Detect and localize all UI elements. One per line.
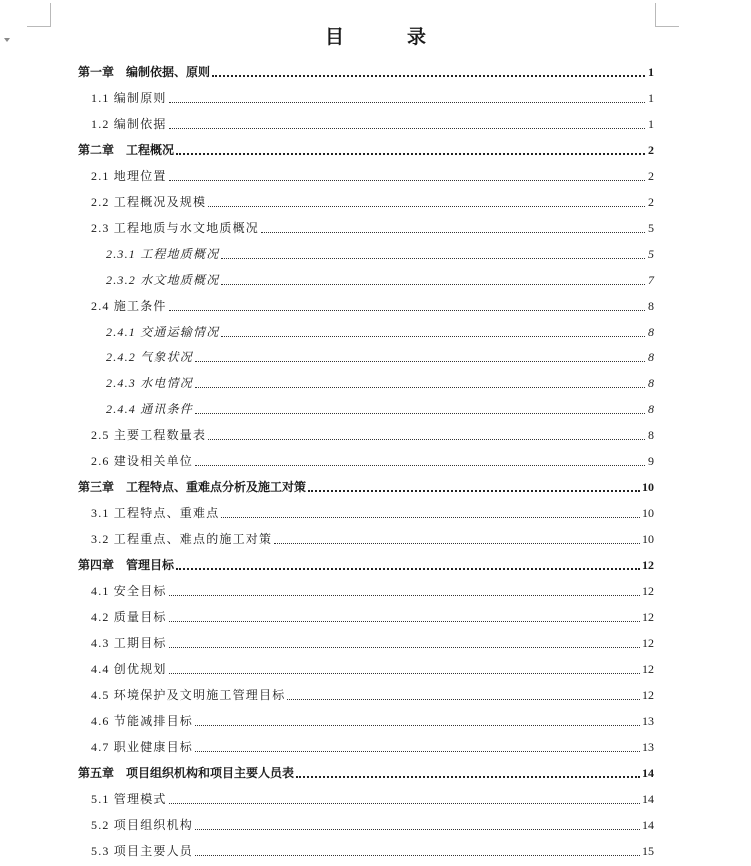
toc-leader [208, 206, 645, 207]
toc-entry-text: 2.2 工程概况及规模 [91, 195, 207, 209]
toc-page-number: 12 [642, 662, 654, 676]
toc-entry-text: 2.1 地理位置 [91, 169, 167, 183]
toc-page-number: 15 [642, 844, 654, 858]
toc-leader [195, 465, 645, 466]
toc-entry-text: 2.4 施工条件 [91, 299, 167, 313]
toc-leader [261, 232, 645, 233]
toc-entry-text: 3.1 工程特点、重难点 [91, 506, 220, 520]
toc-entry[interactable] [106, 400, 654, 416]
toc-entry[interactable] [91, 634, 654, 650]
toc-page-number: 10 [642, 480, 654, 494]
toc-leader [195, 855, 640, 856]
toc-entry[interactable] [91, 115, 654, 131]
toc-page-number: 5 [648, 221, 654, 235]
toc-entry[interactable] [91, 89, 654, 105]
toc-page-number: 12 [642, 688, 654, 702]
toc-page-number: 7 [648, 273, 654, 287]
toc-page-number: 13 [642, 740, 654, 754]
toc-entry-text: 5.1 管理模式 [91, 792, 167, 806]
toc-entry[interactable] [91, 297, 654, 313]
toc-entry[interactable] [106, 271, 654, 287]
toc-page-number: 5 [648, 247, 654, 261]
toc-page-number: 10 [642, 532, 654, 546]
toc-entry[interactable] [91, 660, 654, 676]
toc-entry[interactable] [91, 426, 654, 442]
crop-mark-top-right [655, 3, 679, 27]
toc-entry[interactable] [91, 530, 654, 546]
toc-entry[interactable] [106, 348, 654, 364]
toc-title: 目 录 [324, 27, 448, 48]
toc-entry[interactable] [78, 141, 654, 157]
toc-entry[interactable] [91, 193, 654, 209]
toc-leader [169, 180, 645, 181]
toc-page-number: 1 [648, 91, 654, 105]
toc-entry-text: 第三章 工程特点、重难点分析及施工对策 [78, 480, 307, 494]
toc-page-number: 12 [642, 558, 654, 572]
toc-entry[interactable] [91, 582, 654, 598]
toc-page-number: 14 [642, 766, 654, 780]
toc-leader [176, 153, 645, 155]
toc-entry[interactable] [91, 686, 654, 702]
toc-leader [195, 751, 640, 752]
toc-leader [169, 102, 645, 103]
toc-page-number: 14 [642, 818, 654, 832]
toc-leader [195, 387, 645, 388]
toc-entry-text: 第一章 编制依据、原则 [78, 65, 211, 79]
toc-entry-text: 4.3 工期目标 [91, 636, 167, 650]
toc-leader [169, 128, 645, 129]
toc-page-number: 1 [648, 117, 654, 131]
toc-leader [208, 439, 645, 440]
toc-page-number: 14 [642, 792, 654, 806]
toc-entry-text: 2.4.4 通讯条件 [106, 402, 194, 416]
toc-leader [176, 568, 640, 570]
toc-page-number: 12 [642, 584, 654, 598]
toc-page-number: 8 [648, 428, 654, 442]
toc-leader [221, 336, 645, 337]
toc-entry[interactable] [106, 374, 654, 390]
toc-page-number: 2 [648, 195, 654, 209]
toc-leader [195, 725, 640, 726]
toc-entry-text: 1.1 编制原则 [91, 91, 167, 105]
crop-mark-top-left [27, 3, 51, 27]
toc-entry[interactable] [91, 219, 654, 235]
toc-entry-text: 2.5 主要工程数量表 [91, 428, 207, 442]
toc-entry-text: 2.4.2 气象状况 [106, 350, 194, 364]
toc-leader [287, 699, 640, 700]
toc-page-number: 8 [648, 376, 654, 390]
toc-entry-text: 第四章 管理目标 [78, 558, 175, 572]
toc-entry[interactable] [78, 478, 654, 494]
toc-page-number: 12 [642, 636, 654, 650]
toc-entry-text: 5.2 项目组织机构 [91, 818, 194, 832]
toc-leader [221, 517, 640, 518]
toc-entry-text: 2.4.1 交通运输情况 [106, 325, 220, 339]
toc-entry-text: 2.4.3 水电情况 [106, 376, 194, 390]
toc-entry-text: 4.4 创优规划 [91, 662, 167, 676]
toc-entry[interactable] [78, 556, 654, 572]
toc-page-number: 9 [648, 454, 654, 468]
toc-leader [169, 673, 640, 674]
toc-leader [274, 543, 640, 544]
toc-entry[interactable] [91, 842, 654, 858]
toc-entry-text: 5.3 项目主要人员 [91, 844, 194, 858]
toc-page-number: 8 [648, 299, 654, 313]
toc-entry[interactable] [91, 167, 654, 183]
toc-entry-text: 第五章 项目组织机构和项目主要人员表 [78, 766, 295, 780]
toc-entry-text: 1.2 编制依据 [91, 117, 167, 131]
toc-entry[interactable] [91, 608, 654, 624]
toc-leader [221, 284, 645, 285]
toc-entry-text: 4.6 节能减排目标 [91, 714, 194, 728]
toc-page-number: 8 [648, 325, 654, 339]
toc-entry[interactable] [91, 452, 654, 468]
toc-entry[interactable] [91, 738, 654, 754]
toc-entry-text: 2.3.2 水文地质概况 [106, 273, 220, 287]
toc-page-number: 8 [648, 402, 654, 416]
toc-leader [195, 413, 645, 414]
toc-leader [169, 595, 640, 596]
toc-entry[interactable] [106, 323, 654, 339]
toc-leader [169, 647, 640, 648]
toc-leader [221, 258, 645, 259]
toc-page-number: 2 [648, 143, 654, 157]
toc-entry-text: 第二章 工程概况 [78, 143, 175, 157]
toc-leader [296, 776, 640, 778]
toc-leader [195, 361, 645, 362]
toc-leader [169, 310, 645, 311]
toc-entry-text: 2.3 工程地质与水文地质概况 [91, 221, 260, 235]
toc-page-number: 8 [648, 350, 654, 364]
toc-page-number: 12 [642, 610, 654, 624]
toc-entry[interactable] [91, 504, 654, 520]
toc-leader [308, 490, 640, 492]
toc-entry[interactable] [91, 790, 654, 806]
toc-entry-text: 4.1 安全目标 [91, 584, 167, 598]
toc-entry-text: 3.2 工程重点、难点的施工对策 [91, 532, 273, 546]
toc-entry-text: 4.7 职业健康目标 [91, 740, 194, 754]
toc-leader [169, 803, 640, 804]
toc-entry-text: 2.3.1 工程地质概况 [106, 247, 220, 261]
toc-entry-text: 4.5 环境保护及文明施工管理目标 [91, 688, 286, 702]
toc-entry[interactable] [78, 63, 654, 79]
toc-entry[interactable] [91, 712, 654, 728]
toc-entry[interactable] [78, 764, 654, 780]
toc-page-number: 1 [648, 65, 654, 79]
toc-entry-text: 4.2 质量目标 [91, 610, 167, 624]
toc-entry-text: 2.6 建设相关单位 [91, 454, 194, 468]
toc-page-number: 13 [642, 714, 654, 728]
toc-leader [195, 829, 640, 830]
toc-entry[interactable] [91, 816, 654, 832]
toc-page-number: 10 [642, 506, 654, 520]
toc-leader [212, 75, 645, 77]
toc-page-number: 2 [648, 169, 654, 183]
toc-entry[interactable] [106, 245, 654, 261]
toc-leader [169, 621, 640, 622]
